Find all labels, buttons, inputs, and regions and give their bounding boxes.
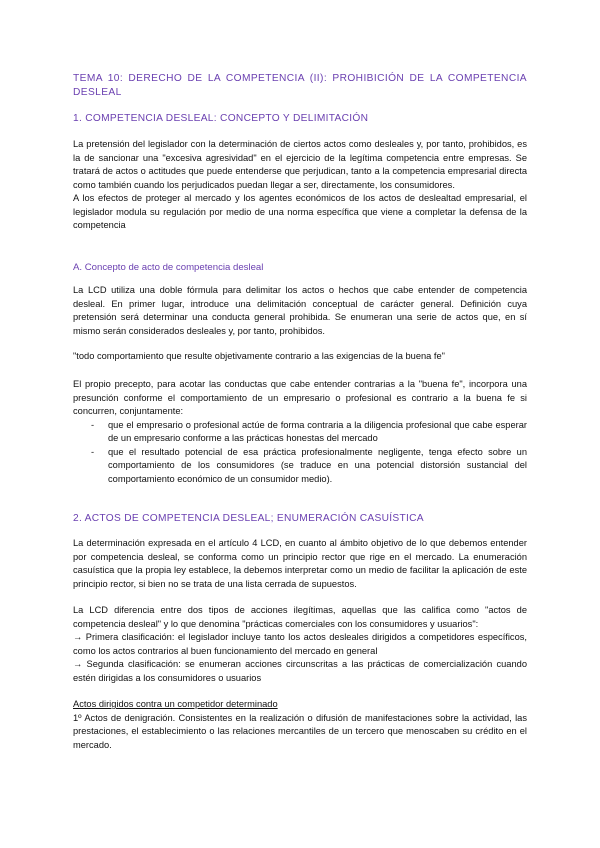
section2-paragraph-1 xyxy=(73,537,527,591)
list-item: - que el empresario o profesional actúe de forma contraria a la diligencia profesional que cabe esperar de un empresario conforme a las prácticas honestas del mercado xyxy=(73,419,527,446)
section1-paragraph-1: La pretensión del legislador con la determinación de ciertos actos como desleales y, por tanto, prohibidos, es la de sancionar una "excesiva agresividad" en el ejercicio de la legítima competencia entre empresas. Se tratará de actos o actitudes que puede entenderse que perjudican, tanto a la competencia empresarial directa como también cuando los perjudicados puedan llegar a ser, directamente, los consumidores. xyxy=(73,139,527,190)
section2-heading: 2. ACTOS DE COMPETENCIA DESLEAL; ENUMERACIÓN CASUÍSTICA xyxy=(73,513,424,524)
good-faith-quote: "todo comportamiento que resulte objetivamente contrario a las exigencias de la buena fe" xyxy=(73,351,445,361)
subsection-a-heading: A. Concepto de acto de competencia desleal xyxy=(73,262,264,273)
subsection-a-paragraph-2 xyxy=(73,378,527,486)
section1-heading: 1. COMPETENCIA DESLEAL: CONCEPTO Y DELIMITACIÓN xyxy=(73,113,369,124)
competitor-acts-subheading: Actos dirigidos contra un competidor determinado xyxy=(73,699,278,709)
classification-2: → Segunda clasificación: se enumeran acciones circunscritas a las prácticas de comercialización cuando estén dirigidas a los consumidores o usuarios xyxy=(73,659,527,683)
subsection-a-text-1: La LCD utiliza una doble fórmula para delimitar los actos o hechos que cabe entender de competencia desleal. En primer lugar, introduce una delimitación conceptual de carácter general. Definición cuya pretensión será determinar una conducta general prohibida. Se enumeran una serie de actos que, en sí mismo serán considerados desleales y, por tanto, prohibidos. xyxy=(73,285,527,336)
classification-1: → Primera clasificación: el legislador incluye tanto los actos desleales dirigidos a competidores específicos, como los actos contrarios al buen funcionamiento del mercado en general xyxy=(73,632,527,656)
section2-text-1: La determinación expresada en el artículo 4 LCD, en cuanto al ámbito objetivo de lo que debemos entender por competencia desleal, se conforma como un principio rector que rige en el mercado. La enumeración casuística que la propia ley establece, la debemos interpretar como un medio de facilitar la aplicación de este principio rector, si bien no se trata de una lista cerrada de supuestos. xyxy=(73,538,527,589)
document-title: TEMA 10: DERECHO DE LA COMPETENCIA (II): PROHIBICIÓN DE LA COMPETENCIA DESLEAL xyxy=(73,73,527,98)
section1-paragraphs xyxy=(73,138,527,233)
presumption-list xyxy=(73,419,527,487)
section2-competitor-acts xyxy=(73,698,527,752)
section2-text-2: La LCD diferencia entre dos tipos de acciones ilegítimas, aquellas que las califica como "actos de competencia desleal" y lo que denomina "prácticas comerciales con los consumidores y usuarios": xyxy=(73,605,527,629)
list-item: - que el resultado potencial de esa práctica profesionalmente negligente, tenga efecto sobre un comportamiento de los consumidores (se traduce en una potencial distorsión sustancial del comportamiento económico de un consumidor medio). xyxy=(73,446,527,487)
denigration-acts: 1º Actos de denigración. Consistentes en la realización o difusión de manifestaciones sobre la actividad, las prestaciones, el establecimiento o las relaciones mercantiles de un tercero que menoscaben su crédito en el mercado. xyxy=(73,712,527,750)
section1-paragraph-2: A los efectos de proteger al mercado y los agentes económicos de los actos de deslealtad empresarial, el legislador modula su regulación por medio de una norma específica que viene a completar la defensa de la competencia xyxy=(73,193,527,230)
section2-paragraph-2 xyxy=(73,604,527,685)
subsection-a-text-2: El propio precepto, para acotar las conductas que cabe entender contrarias a la "buena fe", incorpora una presunción conforme el comportamiento de un empresario o profesional es contrario a la buena fe si concurren, conjuntamente: xyxy=(73,379,527,416)
subsection-a-paragraph-1 xyxy=(73,284,527,338)
